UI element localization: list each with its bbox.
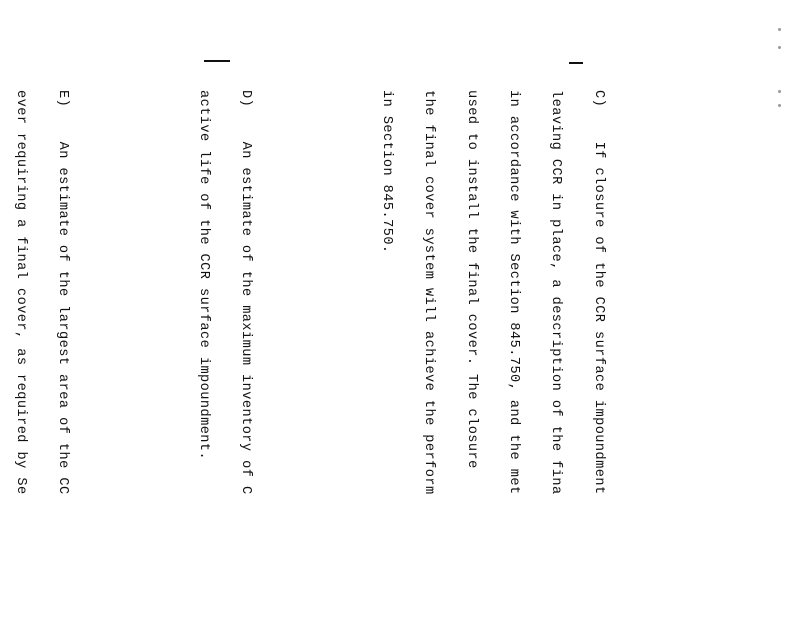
scan-dot: [778, 46, 781, 49]
scan-mark-left: [204, 60, 230, 62]
text-line: the final cover system will achieve the perform: [421, 90, 437, 495]
paragraph-c: [351, 90, 633, 618]
document-text: [0, 90, 661, 618]
scan-mark-right: [569, 62, 583, 64]
text-line: D) An estimate of the maximum inventory of C: [238, 90, 254, 495]
scan-dot: [778, 28, 781, 31]
paragraph-e: [0, 90, 97, 618]
text-line: ever requiring a final cover, as required by Se: [12, 90, 28, 495]
scan-dot: [778, 90, 781, 93]
text-line: used to install the final cover. The closure: [463, 90, 479, 469]
text-line: in accordance with Section 845.750, and the met: [506, 90, 522, 495]
paragraph-d: [168, 90, 281, 618]
text-line: in Section 845.750.: [379, 90, 395, 254]
text-line: C) If closure of the CCR surface impoundment: [590, 90, 606, 495]
text-line: E) An estimate of the largest area of the CC: [55, 90, 71, 495]
scan-dot: [778, 104, 781, 107]
text-line: leaving CCR in place, a description of the fina: [548, 90, 564, 495]
text-line: active life of the CCR surface impoundment.: [196, 90, 212, 461]
